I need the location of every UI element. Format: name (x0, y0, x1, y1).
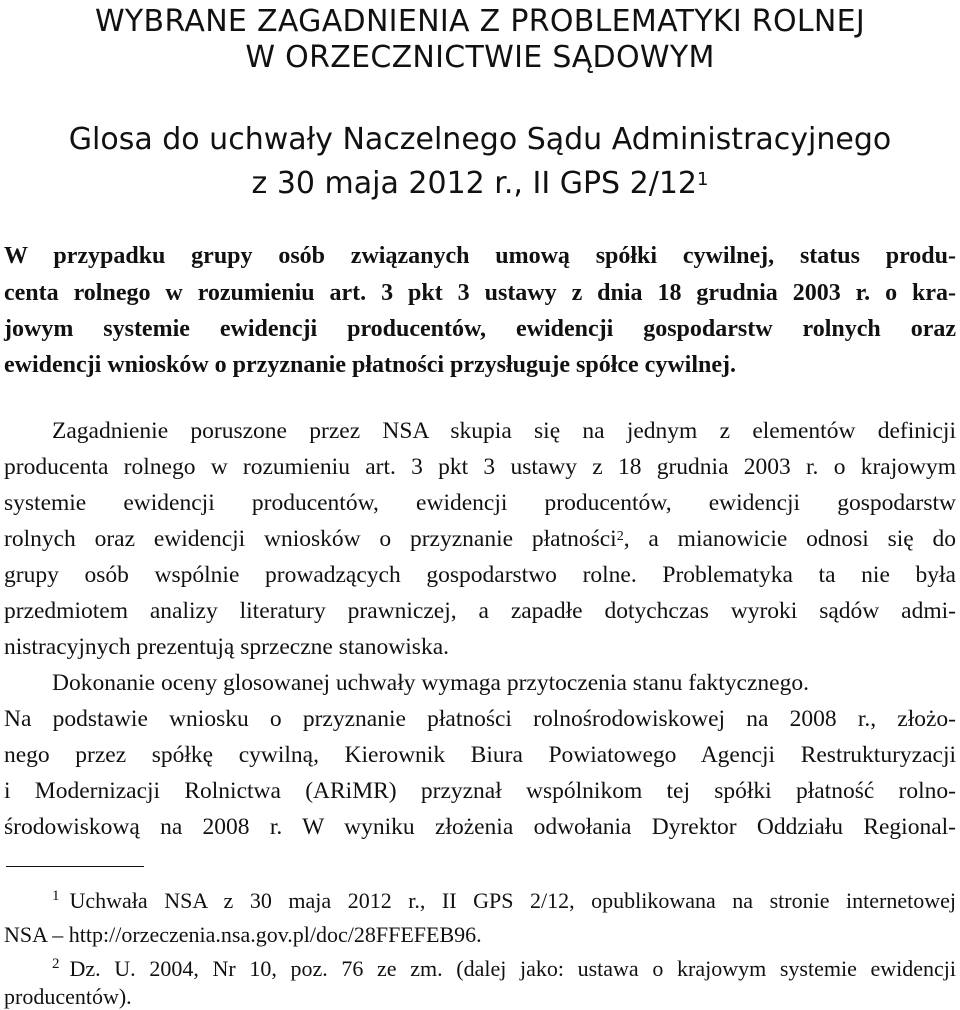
subtitle-line-1: Glosa do uchwały Naczelnego Sądu Administracyjnego (68, 122, 892, 157)
p1-line-4-end: , a mianowicie odnosi się do (623, 526, 956, 552)
p2-line-1: Dokonanie oceny glosowanej uchwały wymaga przytoczenia stanu faktycznego. (52, 670, 809, 696)
p1-line-4-start: rolnych oraz ewidencji wniosków o przyznanie płatności (4, 526, 617, 552)
footnote-2-text: Dz. U. 2004, Nr 10, poz. 76 ze zm. (dalej jako: ustawa o krajowym systemie ewidencji (69, 956, 956, 981)
p1-line-2: producenta rolnego w rozumieniu art. 3 pkt 3 ustawy z 18 grudnia 2003 r. o krajowym (4, 454, 956, 480)
footnote-2-number: 2 (52, 956, 60, 972)
p1-line-7: nistracyjnych prezentują sprzeczne stanowiska. (4, 634, 450, 660)
p1-line-3: systemie ewidencji producentów, ewidencji producentów, ewidencji gospodarstw (4, 490, 956, 516)
p2-line-5: środowiskową na 2008 r. W wyniku złożenia odwołania Dyrektor Oddziału Regional- (4, 814, 956, 840)
subtitle-text: z 30 maja 2012 r., II GPS 2/12 (251, 166, 697, 201)
footnote-1-line-2: NSA – http://orzeczenia.nsa.gov.pl/doc/28FFEFEB96. (4, 922, 482, 947)
footnote-ref-2: 2 (616, 527, 624, 544)
p1-line-1: Zagadnienie poruszone przez NSA skupia się na jednym z elementów definicji (52, 418, 956, 444)
thesis-line-4: ewidencji wniosków o przyznanie płatności przysługuje spółce cywilnej. (4, 352, 736, 378)
title-line-2: W ORZECZNICTWIE SĄDOWYM (245, 40, 715, 75)
p2-line-4: i Modernizacji Rolnictwa (ARiMR) przyznał wspólnikom tej spółki płatność rolno- (4, 778, 956, 804)
footnote-2-line-2: producentów). (4, 984, 132, 1009)
footnote-1-text: Uchwała NSA z 30 maja 2012 r., II GPS 2/12, opublikowana na stronie internetowej (69, 888, 956, 913)
footnote-ref-1: 1 (697, 168, 709, 190)
p2-line-2: Na podstawie wniosku o przyznanie płatności rolnośrodowiskowej na 2008 r., złożo- (4, 706, 956, 732)
title-line-1: WYBRANE ZAGADNIENIA Z PROBLEMATYKI ROLNEJ (94, 4, 866, 39)
thesis-line-2: centa rolnego w rozumieniu art. 3 pkt 3 ustawy z dnia 18 grudnia 2003 r. o kra- (4, 280, 956, 306)
p1-line-6: przedmiotem analizy literatury prawniczej, a zapadłe dotychczas wyroki sądów admi- (4, 598, 956, 624)
p1-line-4 (4, 526, 956, 553)
p1-line-5: grupy osób wspólnie prowadzących gospodarstwo rolne. Problematyka ta nie była (4, 562, 956, 588)
thesis-line-3: jowym systemie ewidencji producentów, ewidencji gospodarstw rolnych oraz (4, 316, 956, 342)
footnote-1-line-1 (52, 888, 956, 914)
footnote-1-number: 1 (52, 888, 60, 904)
footnote-2-line-1 (52, 956, 956, 982)
footnote-separator (6, 866, 144, 867)
p2-line-3: nego przez spółkę cywilną, Kierownik Biura Powiatowego Agencji Restrukturyzacji (4, 742, 956, 768)
thesis-line-1: W przypadku grupy osób związanych umową spółki cywilnej, status produ- (4, 243, 956, 269)
subtitle-line-2 (0, 166, 960, 201)
